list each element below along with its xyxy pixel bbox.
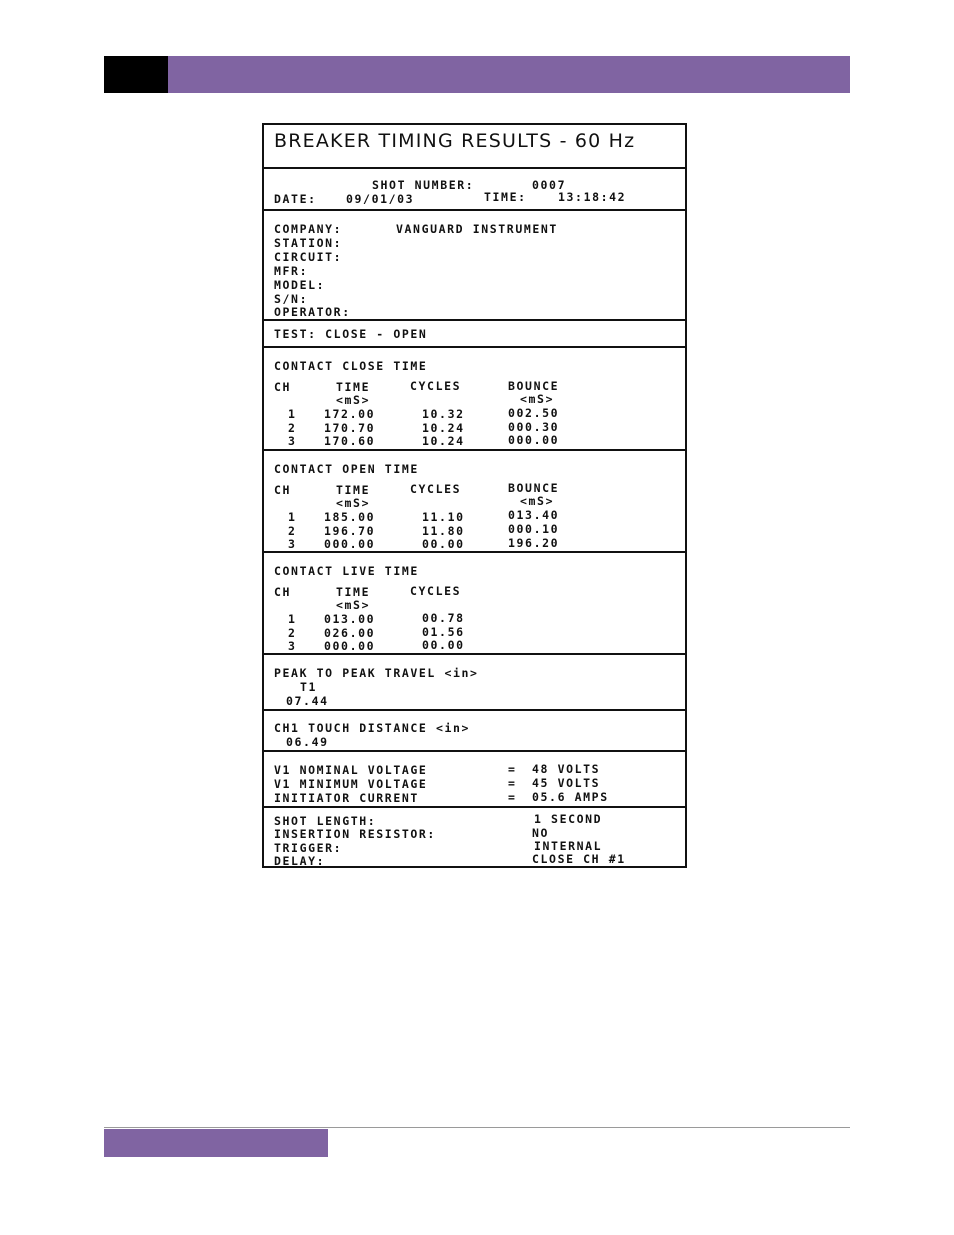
title-section	[264, 125, 685, 169]
touch-section	[264, 711, 685, 752]
operator-label: OPERATOR:	[274, 305, 351, 319]
station-label: STATION:	[274, 236, 343, 250]
open-row-1-ch: 1	[288, 510, 297, 524]
close-row-3-ch: 3	[288, 434, 297, 448]
footer-rule	[104, 1127, 850, 1128]
shot-number-value: 0007	[532, 178, 567, 192]
close-title: CONTACT CLOSE TIME	[274, 359, 428, 373]
open-row-2-bounce: 000.10	[508, 522, 560, 536]
close-unit-bounce: <mS>	[520, 392, 555, 406]
live-hdr-cycles: CYCLES	[410, 584, 462, 598]
info-section	[264, 211, 685, 321]
delay-label: DELAY:	[274, 854, 326, 868]
open-row-3-time: 000.00	[324, 537, 376, 551]
travel-channel: T1	[300, 680, 318, 694]
open-row-1-bounce: 013.40	[508, 508, 560, 522]
live-row-3-time: 000.00	[324, 639, 376, 653]
close-row-3-time: 170.60	[324, 434, 376, 448]
contact-live-section	[264, 553, 685, 655]
open-row-2-cycles: 11.80	[422, 524, 465, 538]
mfr-label: MFR:	[274, 264, 309, 278]
initiator-current-value: 05.6 AMPS	[532, 790, 609, 804]
serial-label: S/N:	[274, 292, 309, 306]
close-row-3-bounce: 000.00	[508, 433, 560, 447]
travel-label: PEAK TO PEAK TRAVEL <in>	[274, 666, 479, 680]
close-row-2-ch: 2	[288, 421, 297, 435]
open-row-2-time: 196.70	[324, 524, 376, 538]
nominal-voltage-label: V1 NOMINAL VOLTAGE	[274, 763, 428, 777]
close-unit-time: <mS>	[336, 393, 371, 407]
open-row-2-ch: 2	[288, 524, 297, 538]
live-row-1-cycles: 00.78	[422, 611, 465, 625]
minimum-voltage-label: V1 MINIMUM VOLTAGE	[274, 777, 428, 791]
electrical-section	[264, 752, 685, 808]
open-row-1-time: 185.00	[324, 510, 376, 524]
open-row-3-cycles: 00.00	[422, 537, 465, 551]
close-row-2-time: 170.70	[324, 421, 376, 435]
breaker-timing-printout	[262, 123, 687, 868]
contact-close-section	[264, 348, 685, 451]
open-title: CONTACT OPEN TIME	[274, 462, 419, 476]
settings-section	[264, 808, 685, 866]
open-row-3-ch: 3	[288, 537, 297, 551]
nominal-voltage-value: 48 VOLTS	[532, 762, 601, 776]
test-type: TEST: CLOSE - OPEN	[274, 327, 428, 341]
live-hdr-ch: CH	[274, 585, 292, 599]
live-row-1-time: 013.00	[324, 612, 376, 626]
live-title: CONTACT LIVE TIME	[274, 564, 419, 578]
trigger-label: TRIGGER:	[274, 841, 343, 855]
open-row-3-bounce: 196.20	[508, 536, 560, 550]
company-label: COMPANY:	[274, 222, 343, 236]
date-label: DATE:	[274, 192, 317, 206]
time-value: 13:18:42	[558, 190, 627, 204]
initiator-current-label: INITIATOR CURRENT	[274, 791, 419, 805]
touch-value: 06.49	[286, 735, 329, 749]
live-hdr-time: TIME	[336, 585, 371, 599]
live-row-2-cycles: 01.56	[422, 625, 465, 639]
date-value: 09/01/03	[346, 192, 415, 206]
live-unit-time: <mS>	[336, 598, 371, 612]
shot-length-value: 1 SECOND	[534, 812, 603, 826]
close-row-3-cycles: 10.24	[422, 434, 465, 448]
report-title: BREAKER TIMING RESULTS - 60 Hz	[274, 130, 636, 152]
insertion-resistor-value: NO	[532, 826, 550, 840]
close-row-1-ch: 1	[288, 407, 297, 421]
nominal-voltage-eq: =	[508, 762, 517, 776]
touch-label: CH1 TOUCH DISTANCE <in>	[274, 721, 471, 735]
minimum-voltage-eq: =	[508, 776, 517, 790]
close-row-2-cycles: 10.24	[422, 421, 465, 435]
open-hdr-cycles: CYCLES	[410, 482, 462, 496]
shot-number-label: SHOT NUMBER:	[372, 178, 475, 192]
header-black-block	[104, 56, 168, 93]
shot-length-label: SHOT LENGTH:	[274, 814, 377, 828]
travel-section	[264, 655, 685, 711]
live-row-3-cycles: 00.00	[422, 638, 465, 652]
time-label: TIME:	[484, 190, 527, 204]
footer-purple-block	[104, 1129, 328, 1157]
close-row-1-cycles: 10.32	[422, 407, 465, 421]
close-row-1-bounce: 002.50	[508, 406, 560, 420]
circuit-label: CIRCUIT:	[274, 250, 343, 264]
insertion-resistor-label: INSERTION RESISTOR:	[274, 827, 436, 841]
company-value: VANGUARD INSTRUMENT	[396, 222, 558, 236]
close-hdr-ch: CH	[274, 380, 292, 394]
live-row-1-ch: 1	[288, 612, 297, 626]
delay-value: CLOSE CH #1	[532, 852, 626, 866]
contact-open-section	[264, 451, 685, 553]
open-row-1-cycles: 11.10	[422, 510, 465, 524]
minimum-voltage-value: 45 VOLTS	[532, 776, 601, 790]
test-section	[264, 321, 685, 348]
trigger-value: INTERNAL	[534, 839, 603, 853]
shot-section	[264, 169, 685, 211]
open-hdr-time: TIME	[336, 483, 371, 497]
live-row-3-ch: 3	[288, 639, 297, 653]
close-row-2-bounce: 000.30	[508, 420, 560, 434]
open-hdr-bounce: BOUNCE	[508, 481, 560, 495]
model-label: MODEL:	[274, 278, 326, 292]
close-hdr-bounce: BOUNCE	[508, 379, 560, 393]
header-purple-bar	[168, 56, 850, 93]
close-row-1-time: 172.00	[324, 407, 376, 421]
live-row-2-ch: 2	[288, 626, 297, 640]
travel-value: 07.44	[286, 694, 329, 708]
open-hdr-ch: CH	[274, 483, 292, 497]
open-unit-bounce: <mS>	[520, 494, 555, 508]
open-unit-time: <mS>	[336, 496, 371, 510]
close-hdr-time: TIME	[336, 380, 371, 394]
initiator-current-eq: =	[508, 790, 517, 804]
live-row-2-time: 026.00	[324, 626, 376, 640]
close-hdr-cycles: CYCLES	[410, 379, 462, 393]
